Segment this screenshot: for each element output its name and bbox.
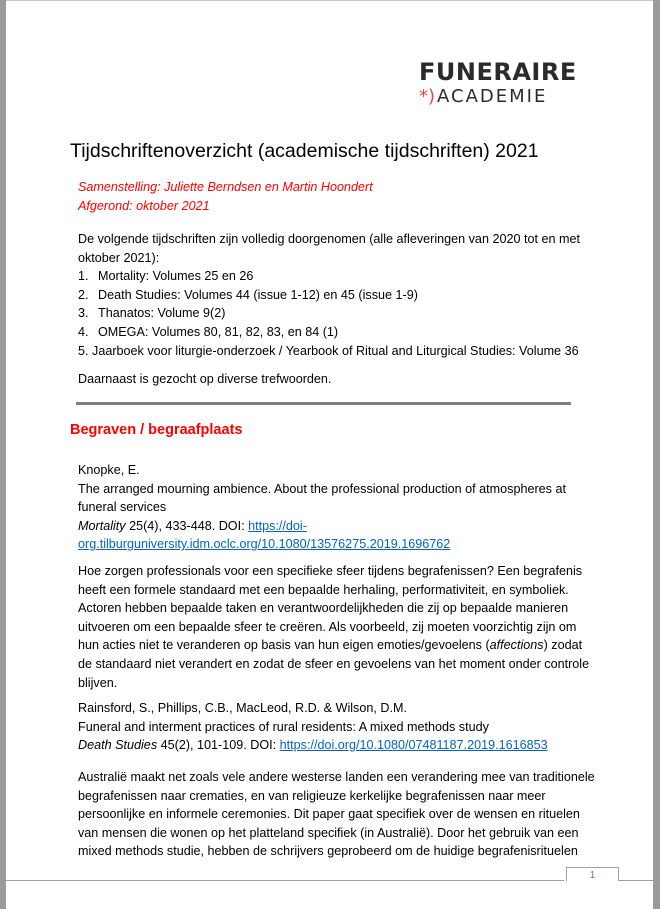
- list-text: Death Studies: Volumes 44 (issue 1-12) en 45 (issue 1-9): [98, 287, 418, 302]
- logo-wordmark-top: FUNERAIRE: [419, 58, 577, 86]
- compiled-by-line: Samenstelling: Juliette Berndsen en Martin Hoondert: [78, 180, 373, 194]
- doi-link[interactable]: https://doi-: [248, 518, 307, 533]
- summary-line: [78, 636, 589, 655]
- logo-wordmark-bottom: [419, 87, 577, 107]
- journal-list-item: [78, 342, 580, 361]
- summary-line: de standaard niet verandert en zodat de sfeer en gevoelens van het moment onder controle: [78, 656, 590, 671]
- journal-list-item: [78, 267, 580, 286]
- citation-details: 45(2), 101-109. DOI:: [157, 738, 280, 753]
- reference-title: Funeral and interment practices of rural residents: A mixed methods study: [78, 719, 489, 734]
- footer-rule: [6, 880, 564, 881]
- list-text: Thanatos: Volume 9(2): [98, 306, 226, 321]
- journal-list-item: [78, 323, 580, 342]
- list-text: OMEGA: Volumes 80, 81, 82, 83, en 84 (1): [98, 324, 339, 339]
- reference-citation: [78, 736, 548, 755]
- summary-line: Actoren hebben bepaalde taken en verantwoordelijkheden die zij op bepaalde manieren: [78, 601, 569, 616]
- reference-entry: [78, 461, 566, 554]
- summary-line: heeft een formele standaard met een bepaalde herhaling, performativiteit, en symboliek.: [78, 582, 569, 597]
- list-number: 5.: [78, 343, 89, 358]
- journal-list-item: [78, 304, 580, 323]
- list-number: 2.: [78, 287, 89, 302]
- doi-link[interactable]: org.tilburguniversity.idm.oclc.org/10.1080/13576275.2019.1696762: [78, 537, 451, 552]
- summary-line: blijven.: [78, 675, 118, 690]
- page-number-tab: [566, 867, 619, 881]
- viewer-scrollbar-track[interactable]: [653, 0, 660, 909]
- summary-italic-term: affections: [489, 638, 544, 653]
- summary-line: uitvoeren om een bepaalde sfeer te creëren. Als voorbeeld, zij moeten voorzichtig zijn om: [78, 619, 577, 634]
- intro-paragraph: [78, 230, 580, 360]
- summary-line: Hoe zorgen professionals voor een specifieke sfeer tijdens begrafenissen? Een begrafenis: [78, 564, 583, 578]
- list-number: 1.: [78, 269, 89, 284]
- footer-rule: [618, 880, 653, 881]
- intro-line: oktober 2021):: [78, 250, 160, 265]
- summary-line: Australië maakt net zoals vele andere westerse landen een verandering mee van traditionele: [78, 770, 595, 784]
- section-heading: Begraven / begraafplaats: [70, 422, 243, 438]
- list-number: 4.: [78, 324, 89, 339]
- reference-summary: [78, 768, 595, 861]
- list-number: 3.: [78, 306, 89, 321]
- funeraire-academie-logo: [419, 59, 577, 107]
- completed-date-line: Afgerond: oktober 2021: [78, 199, 210, 213]
- reference-title: The arranged mourning ambience. About the professional production of atmospheres at: [78, 481, 566, 496]
- document-title: Tijdschriftenoverzicht (academische tijdschriften) 2021: [70, 140, 539, 162]
- summary-text: hun acties niet te veranderen op basis van hun eigen emoties/gevoelens (: [78, 638, 490, 653]
- reference-title: funeral services: [78, 500, 167, 515]
- keywords-note: Daarnaast is gezocht op diverse trefwoorden.: [78, 372, 332, 386]
- logo-academie-text: ACADEMIE: [437, 86, 548, 107]
- reference-citation: [78, 517, 566, 536]
- list-text: Jaarboek voor liturgie-onderzoek / Yearbook of Ritual and Liturgical Studies: Volume 36: [92, 343, 579, 358]
- summary-line: mixed methods studie, hebben de schrijvers geprobeerd om de huidige begrafenisrituelen: [78, 844, 578, 859]
- journal-name: Death Studies: [78, 738, 158, 753]
- list-text: Mortality: Volumes 25 en 26: [98, 269, 254, 284]
- summary-line: persoonlijke en informele ceremonies. Dit paper gaat specifiek over de wensen en rituelen: [78, 807, 580, 822]
- asterisk-bracket-icon: *): [419, 86, 436, 107]
- doi-link[interactable]: https://doi.org/10.1080/07481187.2019.1616853: [279, 738, 548, 753]
- citation-details: 25(4), 433-448. DOI:: [125, 518, 249, 533]
- summary-line: van mensen die wonen op het platteland specifiek (in Australië). Door het gebruik van een: [78, 825, 579, 840]
- intro-line: De volgende tijdschriften zijn volledig doorgenomen (alle afleveringen van 2020 tot en met: [78, 232, 580, 246]
- reference-author: Knopke, E.: [78, 463, 140, 477]
- section-divider: [76, 402, 571, 405]
- summary-line: begrafenissen naar crematies, en van religieuze kerkelijke begrafenissen naar meer: [78, 788, 546, 803]
- journal-name: Mortality: [78, 518, 126, 533]
- summary-text: ) zodat: [543, 638, 583, 653]
- page-number: 1: [589, 870, 596, 881]
- journal-list-item: [78, 286, 580, 305]
- reference-author: Rainsford, S., Phillips, C.B., MacLeod, R.D. & Wilson, D.M.: [78, 701, 407, 715]
- reference-entry: [78, 699, 548, 755]
- reference-summary: [78, 562, 589, 692]
